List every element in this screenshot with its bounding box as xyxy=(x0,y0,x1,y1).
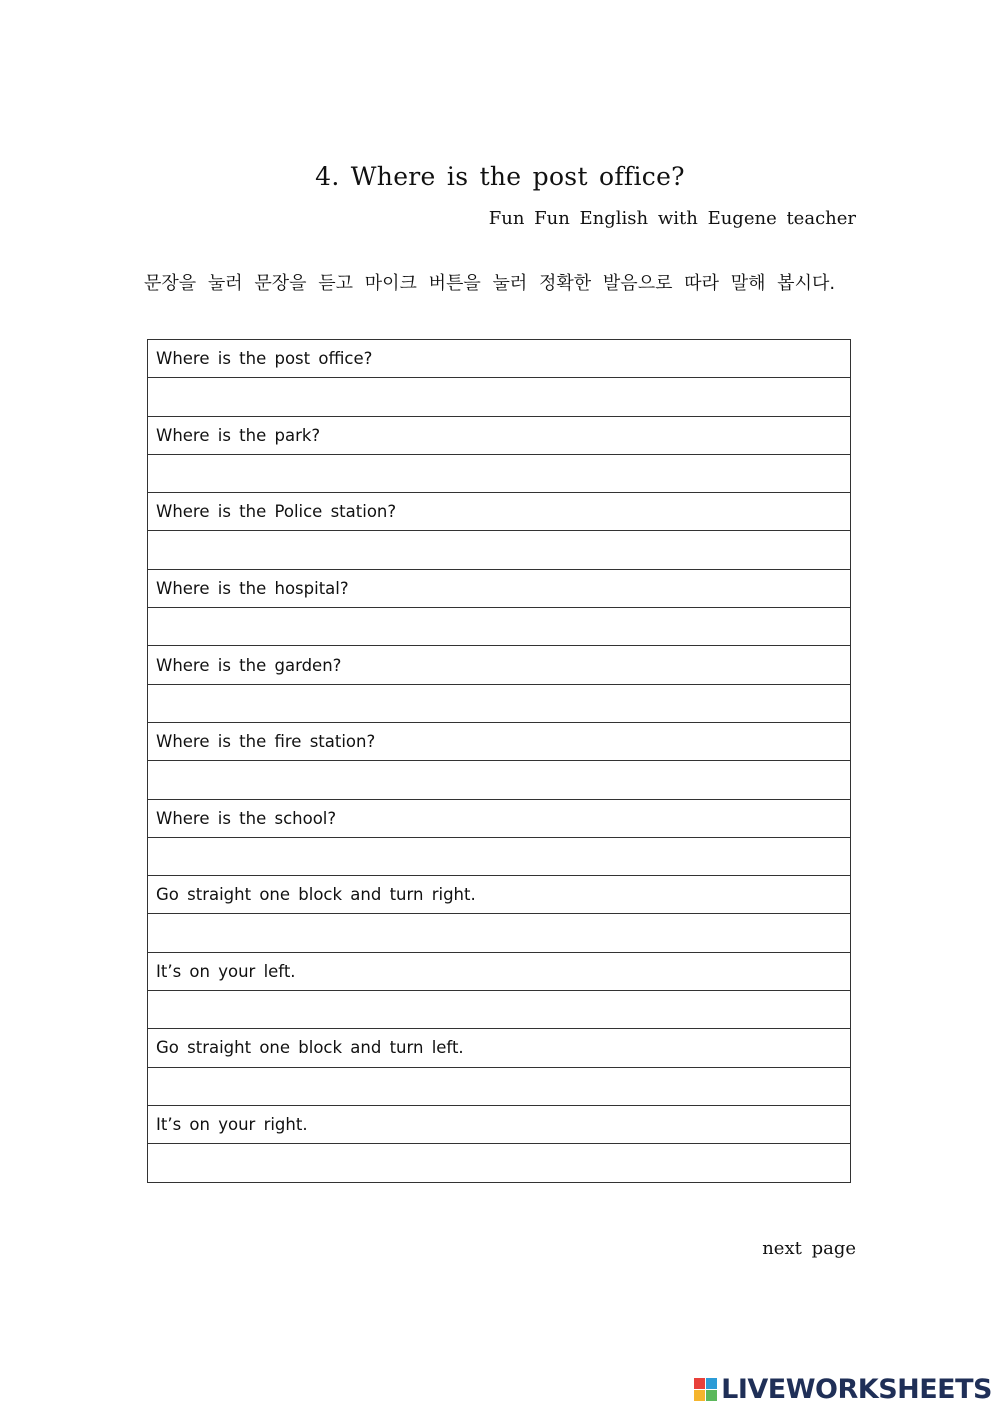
table-row xyxy=(148,1105,851,1143)
speech-answer-cell[interactable] xyxy=(148,684,851,722)
speech-answer-cell[interactable] xyxy=(148,914,851,952)
liveworksheets-icon xyxy=(694,1378,717,1401)
table-row xyxy=(148,1144,851,1182)
sentence-audio-cell[interactable]: Where is the park? xyxy=(148,416,851,454)
logo-square-red xyxy=(694,1378,705,1389)
table-row xyxy=(148,799,851,837)
table-row xyxy=(148,646,851,684)
speech-answer-cell[interactable] xyxy=(148,1067,851,1105)
sentence-audio-cell[interactable]: Where is the post office? xyxy=(148,340,851,378)
table-row xyxy=(148,569,851,607)
table-row xyxy=(148,914,851,952)
table-row xyxy=(148,991,851,1029)
sentence-audio-cell[interactable]: Go straight one block and turn right. xyxy=(148,876,851,914)
logo-square-blue xyxy=(706,1378,717,1389)
table-row xyxy=(148,340,851,378)
table-row xyxy=(148,416,851,454)
sentence-audio-cell[interactable]: Where is the Police station? xyxy=(148,493,851,531)
logo-square-green xyxy=(706,1390,717,1401)
logo-square-yellow xyxy=(694,1390,705,1401)
table-row xyxy=(148,952,851,990)
table-row xyxy=(148,684,851,722)
table-row xyxy=(148,761,851,799)
liveworksheets-logo xyxy=(694,1374,992,1405)
instruction-text: 문장을 눌러 문장을 듣고 마이크 버튼을 눌러 정확한 발음으로 따라 말해 봅시다. xyxy=(144,273,836,294)
speech-answer-cell[interactable] xyxy=(148,608,851,646)
worksheet-subtitle: Fun Fun English with Eugene teacher xyxy=(488,208,856,229)
sentence-audio-cell[interactable]: Where is the fire station? xyxy=(148,722,851,760)
speech-answer-cell[interactable] xyxy=(148,531,851,569)
speech-answer-cell[interactable] xyxy=(148,378,851,416)
liveworksheets-wordmark: LIVEWORKSHEETS xyxy=(721,1374,992,1405)
table-row xyxy=(148,493,851,531)
table-row xyxy=(148,837,851,875)
speech-answer-cell[interactable] xyxy=(148,837,851,875)
table-row xyxy=(148,876,851,914)
worksheet-title: 4. Where is the post office? xyxy=(315,162,685,191)
sentence-audio-cell[interactable]: Where is the garden? xyxy=(148,646,851,684)
sentence-audio-cell[interactable]: Where is the hospital? xyxy=(148,569,851,607)
speech-answer-cell[interactable] xyxy=(148,761,851,799)
next-page-link[interactable]: next page xyxy=(762,1238,856,1259)
speech-answer-cell[interactable] xyxy=(148,454,851,492)
table-row xyxy=(148,608,851,646)
speech-answer-cell[interactable] xyxy=(148,1144,851,1182)
table-row xyxy=(148,454,851,492)
table-row xyxy=(148,378,851,416)
sentence-audio-cell[interactable]: It’s on your right. xyxy=(148,1105,851,1143)
sentence-audio-cell[interactable]: It’s on your left. xyxy=(148,952,851,990)
table-row xyxy=(148,1067,851,1105)
sentence-table xyxy=(147,339,851,1183)
table-row xyxy=(148,722,851,760)
table-row xyxy=(148,531,851,569)
sentence-audio-cell[interactable]: Go straight one block and turn left. xyxy=(148,1029,851,1067)
sentence-audio-cell[interactable]: Where is the school? xyxy=(148,799,851,837)
table-row xyxy=(148,1029,851,1067)
speech-answer-cell[interactable] xyxy=(148,991,851,1029)
